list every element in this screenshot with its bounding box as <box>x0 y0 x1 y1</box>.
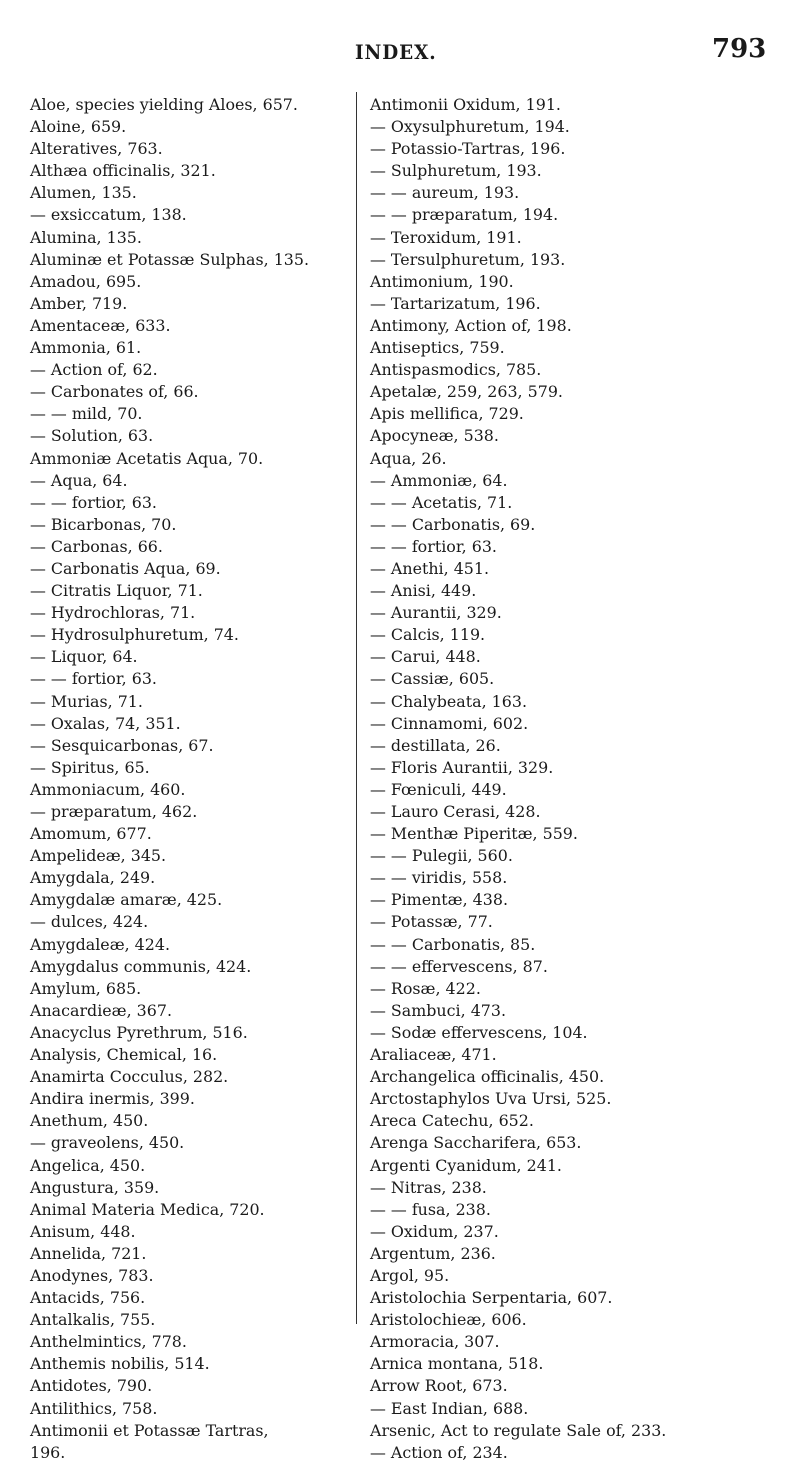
index-entry: — Anisi, 449. <box>370 581 477 601</box>
index-entry: — Aurantii, 329. <box>370 603 502 623</box>
index-entry: — — aureum, 193. <box>370 183 520 203</box>
index-entry: — Rosæ, 422. <box>370 978 481 998</box>
index-entry: — Menthæ Piperitæ, 559. <box>370 824 578 844</box>
page-number: 793 <box>712 34 767 64</box>
index-entry: — exsiccatum, 138. <box>30 205 187 225</box>
index-entry: Aluminæ et Potassæ Sulphas, 135. <box>30 249 310 269</box>
index-entry: Antimony, Action of, 198. <box>370 315 572 335</box>
index-entry: Alteratives, 763. <box>30 139 163 159</box>
index-entry: Argentum, 236. <box>370 1243 496 1263</box>
index-entry: Amadou, 695. <box>30 271 142 291</box>
index-entry: Amber, 719. <box>30 293 128 313</box>
index-entry: Arnica montana, 518. <box>370 1354 544 1374</box>
index-entry: — Sulphuretum, 193. <box>370 161 542 181</box>
index-entry: Arenga Saccharifera, 653. <box>370 1133 582 1153</box>
index-entry: Anodynes, 783. <box>30 1265 154 1285</box>
index-entry: — Cinnamomi, 602. <box>370 713 529 733</box>
index-entry: Amygdalus communis, 424. <box>30 956 252 976</box>
index-entry: Amygdala, 249. <box>30 868 156 888</box>
index-entry: — Hydrosulphuretum, 74. <box>30 625 239 645</box>
index-entry: — Citratis Liquor, 71. <box>30 581 203 601</box>
index-entry: Amygdaleæ, 424. <box>30 934 171 954</box>
page-title: INDEX. <box>355 40 437 64</box>
index-entry: — Carui, 448. <box>370 647 481 667</box>
index-entry: Anthemis nobilis, 514. <box>30 1354 210 1374</box>
index-entry: — Spiritus, 65. <box>30 757 150 777</box>
index-entry: — — præparatum, 194. <box>370 205 559 225</box>
index-column-left <box>30 94 349 1464</box>
index-entry: Anethum, 450. <box>30 1111 149 1131</box>
index-entry: Apocyneæ, 538. <box>370 426 499 446</box>
index-entry: Andira inermis, 399. <box>30 1089 195 1109</box>
index-entry: Antilithics, 758. <box>30 1398 158 1418</box>
index-entry: Antimonii et Potassæ Tartras, <box>30 1420 269 1440</box>
index-entry: — graveolens, 450. <box>30 1133 185 1153</box>
index-entry: Ampelideæ, 345. <box>30 846 167 866</box>
index-entry: Archangelica officinalis, 450. <box>370 1067 605 1087</box>
index-entry: — Anethi, 451. <box>370 558 490 578</box>
index-entry: Antispasmodics, 785. <box>370 360 542 380</box>
index-entry: — dulces, 424. <box>30 912 149 932</box>
index-entry: — Sambuci, 473. <box>370 1000 507 1020</box>
index-entry: — Teroxidum, 191. <box>370 227 522 247</box>
index-entry: — Calcis, 119. <box>370 625 486 645</box>
index-entry: — — Acetatis, 71. <box>370 492 513 512</box>
index-entry: — Liquor, 64. <box>30 647 138 667</box>
index-entry: Ammonia, 61. <box>30 338 142 358</box>
index-entry: Anthelmintics, 778. <box>30 1332 187 1352</box>
index-entry: — East Indian, 688. <box>370 1398 529 1418</box>
index-entry: — — fortior, 63. <box>30 492 157 512</box>
index-entry: — Tartarizatum, 196. <box>370 293 541 313</box>
index-entry: Antimonii Oxidum, 191. <box>370 95 561 114</box>
index-entry: — Tersulphuretum, 193. <box>370 249 566 269</box>
index-entry: Antacids, 756. <box>30 1288 146 1308</box>
index-entry: — Fœniculi, 449. <box>370 779 507 799</box>
index-entry: — Carbonas, 66. <box>30 536 163 556</box>
index-entry: Annelida, 721. <box>30 1243 147 1263</box>
index-entry: — Bicarbonas, 70. <box>30 514 177 534</box>
index-entry: — — fusa, 238. <box>370 1199 491 1219</box>
index-entry: — Sodæ effervescens, 104. <box>370 1022 588 1042</box>
index-entry: Aristolochieæ, 606. <box>370 1310 527 1330</box>
index-entry: — Hydrochloras, 71. <box>30 603 196 623</box>
index-entry: Amentaceæ, 633. <box>30 315 171 335</box>
index-entry: — Action of, 234. <box>370 1442 508 1462</box>
index-entry: Argol, 95. <box>370 1265 450 1285</box>
index-entry: — Oxalas, 74, 351. <box>30 713 181 733</box>
index-entry: Angelica, 450. <box>30 1155 146 1175</box>
index-entry: — — effervescens, 87. <box>370 956 548 976</box>
column-divider <box>356 92 357 1324</box>
index-entry: Antiseptics, 759. <box>370 338 505 358</box>
index-entry: — Floris Aurantii, 329. <box>370 757 554 777</box>
index-entry: Ammoniæ Acetatis Aqua, 70. <box>30 448 264 468</box>
index-entry: 196. <box>30 1442 66 1462</box>
index-entry: Arsenic, Act to regulate Sale of, 233. <box>370 1420 667 1440</box>
index-entry: — — fortior, 63. <box>370 536 497 556</box>
index-entry: Antimonium, 190. <box>370 271 514 291</box>
index-entry: Ammoniacum, 460. <box>30 779 186 799</box>
index-entry: Althæa officinalis, 321. <box>30 161 216 181</box>
index-column-right <box>370 94 782 1464</box>
index-entry: — Potassio-Tartras, 196. <box>370 139 566 159</box>
index-entry: — — Carbonatis, 85. <box>370 934 536 954</box>
index-entry: — Aqua, 64. <box>30 470 128 490</box>
index-entry: — Potassæ, 77. <box>370 912 493 932</box>
index-entry: Anacardieæ, 367. <box>30 1000 172 1020</box>
index-entry: Amylum, 685. <box>30 978 142 998</box>
index-entry: Argenti Cyanidum, 241. <box>370 1155 562 1175</box>
index-entry: — Carbonatis Aqua, 69. <box>30 558 221 578</box>
index-entry: Analysis, Chemical, 16. <box>30 1045 218 1065</box>
index-entry: Araliaceæ, 471. <box>370 1045 497 1065</box>
index-entry: Angustura, 359. <box>30 1177 160 1197</box>
index-entry: Aqua, 26. <box>370 448 447 468</box>
index-entry: Areca Catechu, 652. <box>370 1111 534 1131</box>
index-entry: — Sesquicarbonas, 67. <box>30 735 214 755</box>
index-entry: — Action of, 62. <box>30 360 158 380</box>
index-entry: Amomum, 677. <box>30 824 152 844</box>
index-entry: — Oxysulphuretum, 194. <box>370 117 570 137</box>
index-entry: Aristolochia Serpentaria, 607. <box>370 1288 613 1308</box>
index-entry: Alumen, 135. <box>30 183 137 203</box>
index-entry: — Cassiæ, 605. <box>370 669 495 689</box>
index-entry: — Pimentæ, 438. <box>370 890 508 910</box>
index-entry: Anamirta Cocculus, 282. <box>30 1067 229 1087</box>
index-entry: Antalkalis, 755. <box>30 1310 156 1330</box>
index-entry: Aloe, species yielding Aloes, 657. <box>30 95 298 114</box>
index-entry: — Murias, 71. <box>30 691 143 711</box>
index-entry: — Ammoniæ, 64. <box>370 470 508 490</box>
index-entry: — præparatum, 462. <box>30 802 198 821</box>
index-entry: Amygdalæ amaræ, 425. <box>30 890 223 910</box>
index-entry: — — mild, 70. <box>30 404 143 424</box>
index-entry: — destillata, 26. <box>370 735 501 755</box>
index-entry: Anacyclus Pyrethrum, 516. <box>30 1022 248 1042</box>
index-entry: Arctostaphylos Uva Ursi, 525. <box>370 1089 612 1109</box>
index-entry: Anisum, 448. <box>30 1221 136 1241</box>
index-entry: — Carbonates of, 66. <box>30 382 199 402</box>
index-entry: — — fortior, 63. <box>30 669 157 689</box>
index-entry: Aloine, 659. <box>30 117 127 137</box>
index-entry: — Nitras, 238. <box>370 1177 487 1197</box>
index-entry: — Solution, 63. <box>30 426 154 446</box>
index-entry: Animal Materia Medica, 720. <box>30 1199 265 1219</box>
index-entry: — Lauro Cerasi, 428. <box>370 802 541 821</box>
index-entry: Alumina, 135. <box>30 227 142 247</box>
index-entry: Arrow Root, 673. <box>370 1376 508 1396</box>
index-entry: — Chalybeata, 163. <box>370 691 527 711</box>
index-entry: Antidotes, 790. <box>30 1376 153 1396</box>
index-entry: Apetalæ, 259, 263, 579. <box>370 382 563 402</box>
index-entry: — — Carbonatis, 69. <box>370 514 536 534</box>
index-entry: — — viridis, 558. <box>370 868 508 888</box>
index-entry: — — Pulegii, 560. <box>370 846 513 866</box>
page-header <box>0 34 801 70</box>
index-entry: Apis mellifica, 729. <box>370 404 524 424</box>
index-entry: — Oxidum, 237. <box>370 1221 499 1241</box>
index-entry: Armoracia, 307. <box>370 1332 500 1352</box>
